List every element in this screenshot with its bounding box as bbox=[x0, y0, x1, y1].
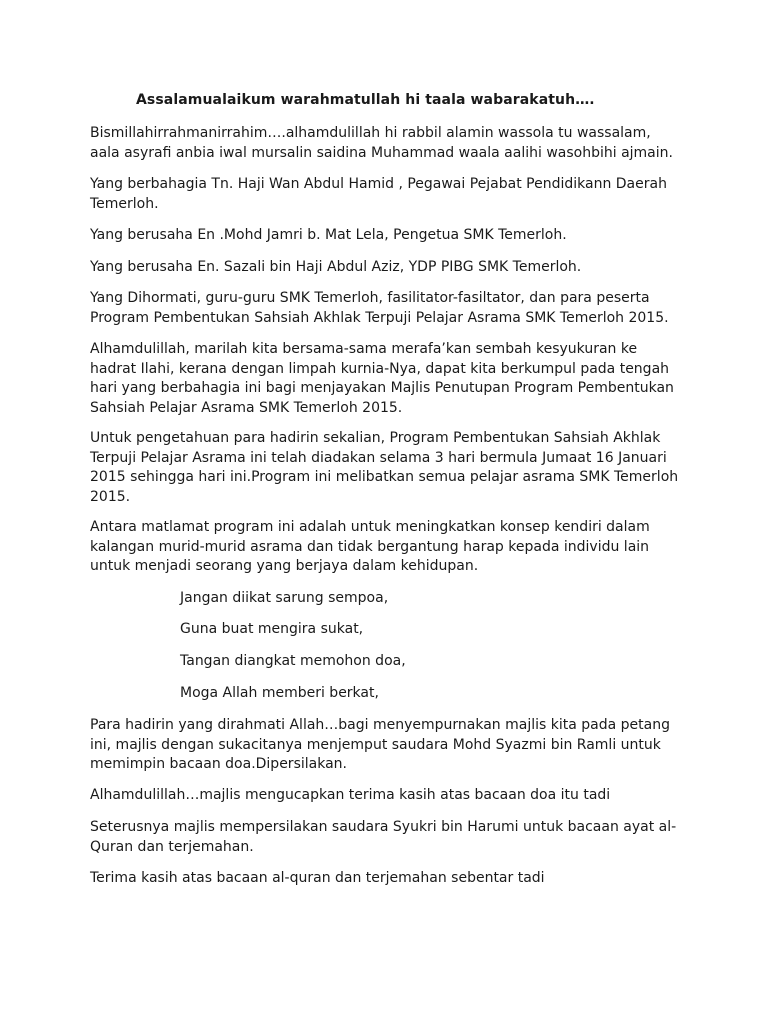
paragraph-greeting-principal: Yang berusaha En .Mohd Jamri b. Mat Lela, Pengetua SMK Temerloh. bbox=[90, 227, 567, 243]
paragraph-invite-doa: Para hadirin yang dirahmati Allah…bagi menyempurnakan majlis kita pada petang ini, majlis dengan sukacitanya menjemput saudara Mohd Syazmi bin Ramli untuk memimpin bacaan doa.Dipersilakan. bbox=[90, 717, 670, 772]
verse-line: Moga Allah memberi berkat, bbox=[180, 685, 379, 701]
paragraph-greeting-district-officer: Yang berbahagia Tn. Haji Wan Abdul Hamid , Pegawai Pejabat Pendidikann Daerah Temerloh. bbox=[90, 176, 667, 212]
paragraph-invite-quran: Seterusnya majlis mempersilakan saudara Syukri bin Harumi untuk bacaan ayat al- Quran dan terjemahan. bbox=[90, 819, 677, 855]
paragraph-greeting-teachers: Yang Dihormati, guru-guru SMK Temerloh, fasilitator-fasiltator, dan para peserta Program Pembentukan Sahsiah Akhlak Terpuji Pelajar Asrama SMK Temerloh 2015. bbox=[90, 290, 669, 326]
verse-line: Guna buat mengira sukat, bbox=[180, 621, 364, 637]
document-heading: Assalamualaikum warahmatullah hi taala wabarakatuh…. bbox=[136, 92, 595, 108]
paragraph-gratitude: Alhamdulillah, marilah kita bersama-sama merafa’kan sembah kesyukuran ke hadrat Ilahi, kerana dengan limpah kurnia-Nya, dapat kita berkumpul pada tengah hari yang berbahagia ini bagi menjayakan Majlis Penutupan Program Pembentukan Sahsiah Pelajar Asrama SMK Temerloh 2015. bbox=[90, 341, 674, 416]
verse-line: Tangan diangkat memohon doa, bbox=[180, 653, 406, 669]
paragraph-opening-prayer: Bismillahirrahmanirrahim….alhamdulillah hi rabbil alamin wassola tu wassalam, aala asyrafi anbia iwal mursalin saidina Muhammad waala aalihi wasohbihi ajmain. bbox=[90, 125, 673, 161]
paragraph-greeting-pibg: Yang berusaha En. Sazali bin Haji Abdul Aziz, YDP PIBG SMK Temerloh. bbox=[90, 259, 582, 275]
verse-line: Jangan diikat sarung sempoa, bbox=[180, 590, 389, 606]
paragraph-program-info: Untuk pengetahuan para hadirin sekalian, Program Pembentukan Sahsiah Akhlak Terpuji Pelajar Asrama ini telah diadakan selama 3 hari bermula Jumaat 16 Januari 2015 sehingga hari ini.Program ini melibatkan semua pelajar asrama SMK Temerloh 2015. bbox=[90, 430, 679, 505]
paragraph-thanks-doa: Alhamdulillah…majlis mengucapkan terima kasih atas bacaan doa itu tadi bbox=[90, 787, 611, 803]
paragraph-thanks-quran: Terima kasih atas bacaan al-quran dan terjemahan sebentar tadi bbox=[90, 870, 545, 886]
paragraph-program-goal: Antara matlamat program ini adalah untuk meningkatkan konsep kendiri dalam kalangan murid-murid asrama dan tidak bergantung harap kepada individu lain untuk menjadi seorang yang berjaya dalam kehidupan. bbox=[90, 519, 650, 574]
